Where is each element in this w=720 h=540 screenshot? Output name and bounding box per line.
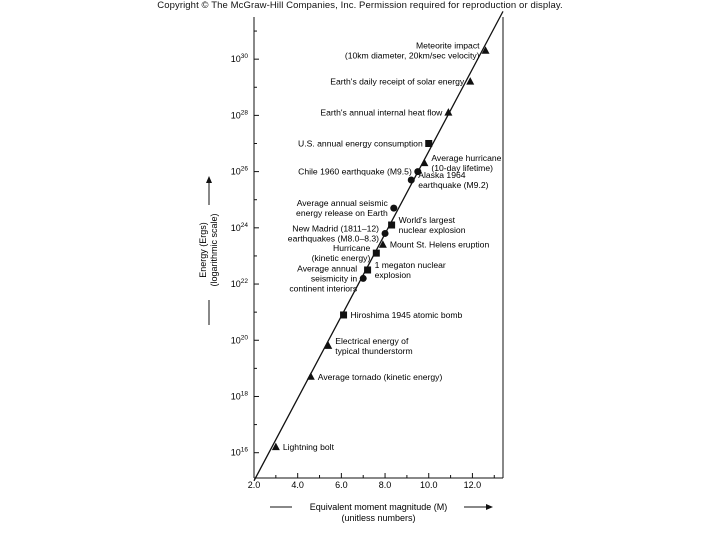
x-axis-title: Equivalent moment magnitude (M) [309,502,448,512]
data-label: Earth's annual internal heat flow [320,107,443,118]
data-label: Electrical energy of typical thunderstorm [335,335,413,356]
x-axis-subtitle: (unitless numbers) [341,513,416,523]
x-tick-label: 4.0 [291,480,304,490]
y-tick-label: $10^{28}$ [230,109,248,121]
x-tick-label: 12.0 [463,480,482,490]
x-tick-label: 6.0 [335,480,348,490]
y-tick-label: $10^{24}$ [230,221,248,233]
data-point-circle [360,275,367,282]
y-axis-subtitle: (logarithmic scale) [209,213,219,287]
data-label: Average tornado (kinetic energy) [317,371,443,382]
y-tick-label: $10^{22}$ [230,278,248,290]
data-point-square [364,266,371,273]
data-point-square [388,222,395,229]
data-label: Chile 1960 earthquake (M9.5) [298,166,412,177]
copyright-notice: Copyright © The McGraw-Hill Companies, Inc. Permission required for reproduction or display. [157,0,563,11]
x-tick-label: 2.0 [247,480,261,490]
y-tick-label: $10^{18}$ [230,390,248,402]
data-point-square [373,250,380,257]
data-point-square [340,311,347,318]
data-point-circle [382,230,389,237]
data-label: Lightning bolt [282,442,334,453]
data-label: Earth's daily receipt of solar energy [330,76,465,87]
data-label: Average annual seismicity in continent interiors [289,263,358,294]
data-label: Mount St. Helens eruption [389,239,490,250]
data-label: Average hurricane (10-day lifetime) [431,153,502,174]
x-tick-label: 10.0 [419,480,438,490]
data-label: New Madrid (1811–12) earthquakes (M8.0–8.3) [287,223,380,244]
data-label: World's largest nuclear explosion [398,215,466,236]
data-label: 1 megaton nuclear explosion [374,259,446,280]
data-label: Meteorite impact (10km diameter, 20km/sec velocity) [344,40,480,61]
data-point-triangle [420,159,428,167]
y-axis-arrowhead [206,176,212,183]
data-point-circle [390,205,397,212]
data-label: U.S. annual energy consumption [298,138,423,149]
y-tick-label: $10^{30}$ [230,53,248,65]
data-point-circle [408,177,415,184]
x-tick-label: 8.0 [378,480,392,490]
data-label: Hiroshima 1945 atomic bomb [350,309,463,320]
y-tick-label: $10^{16}$ [230,446,248,458]
y-axis-title: Energy (Ergs) [198,222,208,278]
data-point-square [425,140,432,147]
y-tick-label: $10^{26}$ [230,165,248,177]
data-point-triangle [307,372,315,380]
data-label: Hurricane (kinetic energy) [311,243,371,264]
data-label: Alaska 1964 earthquake (M9.2) [418,170,489,191]
y-tick-label: $10^{20}$ [230,334,248,346]
data-label: Average annual seismic energy release on Earth [296,198,388,219]
x-axis-arrowhead [486,504,493,510]
